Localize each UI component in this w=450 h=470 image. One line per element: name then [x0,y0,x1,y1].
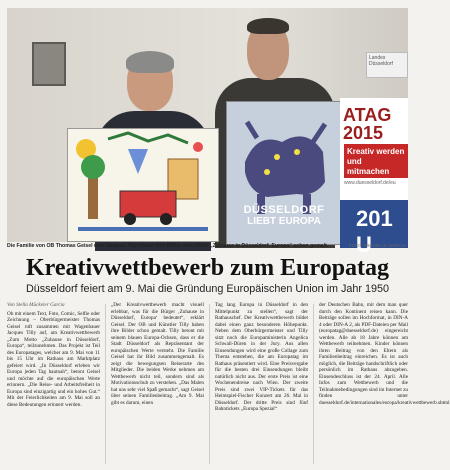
article-body [7,302,450,466]
column-2-text: „Der Kreativwettbewerb macht visuell erlebbar, was für die Bürger ‚Zuhause in Düsseldorf, Europa‘ bedeutet“, erklärt Geisel. Der OB und Künstler Tilly haben ihre Bilder schon gemalt. Tilly betont mit seinem blauen Europa-Ochsen, dass er die Stadt Düsseldorf als Repräsentant der europäischen Werte versteht. Die Familie Geisel hat ihr Bild zusammengemalt. Es zeigt die bewegungsen Reiserarte des Mitglieder. Die beiden Werke nehmen am Wettbewerb nicht teil, sondern sind als Motivationsschub zu verstehen. „Das Malen hat uns sehr viel Spaß gemacht“, sagt Geisel über seinen Familienbeitrag. „Am 9. Mai gibt es darum, einen [111,302,204,406]
column-1-text: Ob mit einem Text, Foto, Comic, Selfie oder Zeichnung – Oberbürgermeister Thomas Geisel ruft zusammen mit Wagenbauer Jacques Tilly auf, am Kreativwettbewerb „Zum Motto „Zuhause in Düsseldorf, Europa“, teilzunehmen. Das Projekt ist Teil des Europatages, welcher am 9. Mai von 11 bis 15 Uhr im Rathaus am Marktplatz gefeiert wird. „In Düsseldorf erleben wir Europa jeden Tag hautnah“, betont Geisel und möchte auf die europäischen Werte erinnern. „Die Reise- und Arbeitsfreiheit in Europa sind einzigartig und ein hohes Gut.“ Mit der Feierlichkeiten am 9. Mai soll an diese Bedeutungen erinnert werden. [7,310,100,408]
column-3-text: Tag lang Europa in Düsseldorf in den Mittelpunkt zu stellen“, sagt der Rathauschef. Der Kreativwettbewerb bildet dabei einen ganz besonderen Höhepunkt. Neben dem Oberbürgermeister und Tilly sitzt noch die Europaministerin Angelica Schwall-Düren in der Jury. Aus allen Einsendungen wird eine große Collage zum Thema entstehen, die am Europatag im Rathaus präsentiert wird. Eine Preisvergabe für die besten drei Einsendungen bleibt natürlich nicht aus. Der erste Preis ist eine Wochenendreise nach Wien. Der zweite Preis sind zwei VIP-Tickets für das Heimspiel-Fischer Konzert am 26. Mai in Düsseldorf. Der dritte Preis sind fünf Bahntickets „Europa Spezial“ [215,302,308,412]
drawing-slogan [231,204,337,236]
article-column-2 [111,302,204,406]
photo-credit: FOTO: MICHELLE GARCIA [348,243,406,248]
article-author: Von Stella Mückeler Garcia [7,302,65,308]
column-divider [313,304,314,464]
poster-title [340,106,411,142]
drawing-slogan-line2: LIEBT EUROPA [247,216,321,227]
article-headline: Kreativwettbewerb zum Europatag [25,255,390,281]
poster-bottom-text: 201 U [340,200,408,248]
wall-picture-frame [32,42,66,86]
poster-title-line1: ATAG [343,105,392,125]
drawing-slogan-line1: DÜSSELDORF [243,204,325,216]
poster-title-line2: 2015 [343,123,384,143]
column-divider [105,304,106,464]
person-right-hair [247,18,289,34]
family-drawing-art [68,129,218,241]
column-divider [209,304,210,464]
column-4-text: der Deutschen Bahn, mit dem man quer durch den Kontinent reisen kann. Die Beiträge sollen im Hochformat, in DIN-A 4 oder DIN-A 2, als PDF-Dateien per Mail (europatag@duesseldorf.de) eingereicht werden. Alle ab 18 Jahre können am Wettbewerb teilnehmen. Kinder können ihren Beitrag von den Eltern als Familienbeitrag einreichen. Es ist auch möglich, die Beiträge handschriftlich oder persönlich im Rathaus abzugeben. Einsendeschluss ist der 24. April. Alle Infos zum Wettbewerb und die Teilnahmebedingungen sind im Internet zu finden unter duesseldorf.de/internationales/europa/kreativwettbewerb.shtml [319,302,450,406]
poster-band [344,144,408,178]
article-column-3 [215,302,308,413]
poster-band-line2: und mitmachen [347,157,390,176]
article-column-4 [319,302,450,406]
article-subhead: Düsseldorf feiert am 9. Mai die Gründung Europäischen Union im Jahr 1950 [25,283,390,295]
poster-url: www.duesseldorf.de/eu [344,180,396,186]
person-left-hair [126,51,174,73]
article-column-1 [7,302,100,408]
family-drawing [67,128,219,242]
wall-sign: Landes Düsseldorf [366,52,408,78]
photo-caption: Die Familie von OB Thomas Geisel und Jacques Tilly haben ihre Bilder zum Motto „Zuhause in Düsseldorf, Europa“ schon gemalt. [7,243,329,249]
poster-band-line1: Kreativ werden [347,147,405,156]
europatag-poster [340,98,408,257]
